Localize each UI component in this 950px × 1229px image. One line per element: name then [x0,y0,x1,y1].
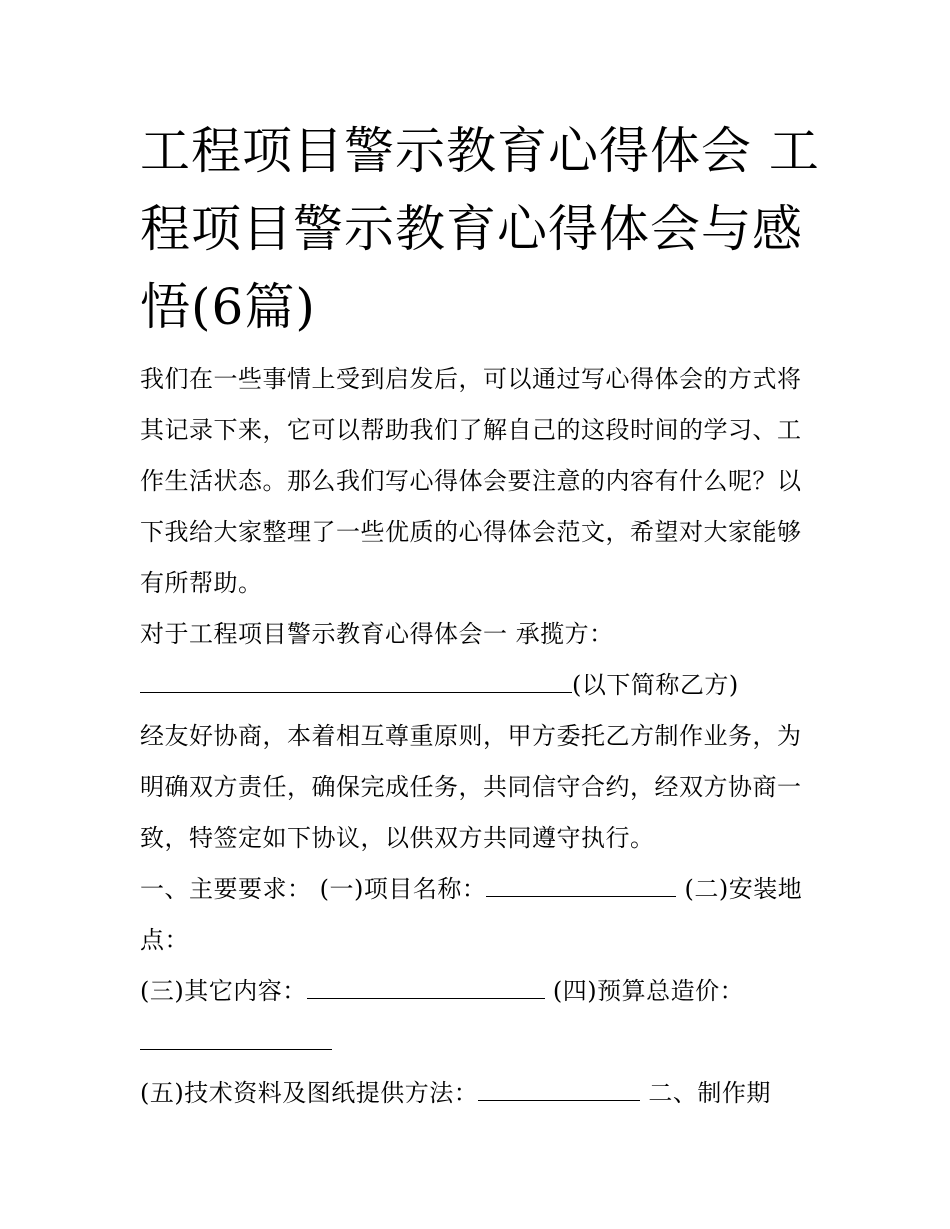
document-body [140,354,820,1119]
other-content-blank [307,976,545,999]
tech-docs-label: (五)技术资料及图纸提供方法： [140,1079,479,1107]
budget-blank-line [140,1017,820,1068]
period-label: 二、制作期 [640,1079,771,1107]
req-location: (二)安装地点： [140,875,803,954]
party-b-blank [140,670,572,693]
document-title: 工程项目警示教育心得体会 工程项目警示教育心得体会与感悟(6篇) [140,122,820,336]
intro-paragraph: 我们在一些事情上受到启发后，可以通过写心得体会的方式将其记录下来，它可以帮助我们了解自己的这段时间的学习、工作生活状态。那么我们写心得体会要注意的内容有什么呢？以下我给大家整理了一些优质的心得体会范文，希望对大家能够有所帮助。 [140,365,802,597]
req-prefix: 一、主要要求： (一)项目名称： [140,875,487,903]
project-name-blank [486,874,676,897]
other-content-line [140,966,820,1017]
other-content-label: (三)其它内容： [140,977,307,1005]
tech-docs-line [140,1068,820,1119]
heading-line: 对于工程项目警示教育心得体会一 承揽方： [140,620,614,648]
party-b-suffix: (以下简称乙方) [572,671,739,699]
agreement-paragraph: 经友好协商，本着相互尊重原则，甲方委托乙方制作业务，为明确双方责任，确保完成任务，共同信守合约，经双方协商一致，特签定如下协议，以供双方共同遵守执行。 [140,722,802,852]
budget-blank [140,1027,332,1050]
party-b-line [140,660,820,711]
requirements-line [140,864,820,966]
budget-label: (四)预算总造价： [544,977,745,1005]
tech-docs-blank [478,1078,640,1101]
